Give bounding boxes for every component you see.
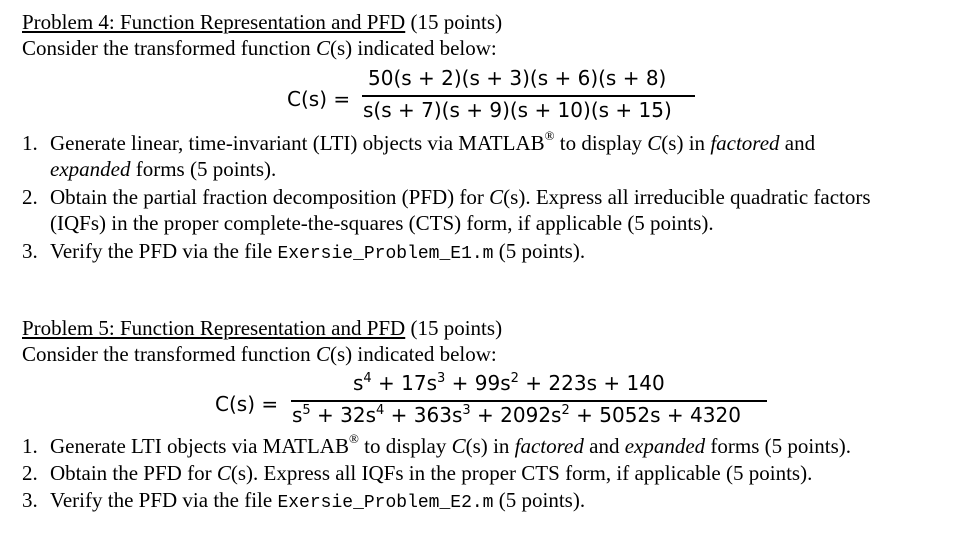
equation-lhs: C(s) = — [215, 392, 279, 416]
intro-text: Consider the transformed function — [22, 36, 316, 60]
intro-func-arg: (s) — [329, 36, 353, 60]
registered-mark: ® — [544, 128, 555, 143]
intro-text: indicated below: — [352, 36, 497, 60]
item-number: 1. — [22, 131, 38, 155]
item-text: Generate linear, time-invariant (LTI) objects via MATLAB® to display C(s) in factored and — [50, 128, 816, 155]
item-text: Obtain the partial fraction decomposition (PFD) for C(s). Express all irreducible quadratic factors — [50, 185, 871, 209]
file-name: Exersie_Problem_E2.m — [277, 493, 494, 513]
file-name: Exersie_Problem_E1.m — [277, 244, 494, 264]
item-text: Obtain the PFD for C(s). Express all IQFs in the proper CTS form, if applicable (5 points). — [50, 461, 813, 485]
matlab-label: MATLAB — [458, 131, 545, 155]
item-text: Verify the PFD via the file Exersie_Problem_E2.m (5 points). — [50, 488, 586, 513]
problem4-title: Problem 4: Function Representation and PFD — [22, 10, 406, 34]
registered-mark: ® — [348, 431, 359, 446]
equation-numerator: 50(s + 2)(s + 3)(s + 6)(s + 8) — [368, 66, 667, 90]
item-text: expanded forms (5 points). — [50, 157, 277, 181]
fraction-bar — [291, 400, 767, 402]
item-number: 2. — [22, 461, 38, 485]
intro-text: Consider the transformed function — [22, 342, 316, 366]
item-text: Generate LTI objects via MATLAB® to display C(s) in factored and expanded forms (5 points). — [50, 431, 851, 458]
item-number: 3. — [22, 488, 38, 512]
intro-func-name: C — [315, 36, 330, 60]
equation-numerator: $s^4 + 17s^3 + 99s^2 + 223s + 140$ — [353, 371, 665, 395]
item-text: Verify the PFD via the file Exersie_Problem_E1.m (5 points). — [50, 239, 586, 264]
problem4-points: (15 points) — [405, 10, 503, 34]
item-number: 3. — [22, 239, 38, 263]
item-number: 1. — [22, 434, 38, 458]
intro-func-arg: (s) — [329, 342, 353, 366]
problem5-points: (15 points) — [405, 316, 503, 340]
intro-text: indicated below: — [352, 342, 497, 366]
fraction-bar — [362, 95, 695, 97]
matlab-label: MATLAB — [262, 434, 349, 458]
item-number: 2. — [22, 185, 38, 209]
problem4-intro — [22, 36, 497, 60]
problem5-intro — [22, 342, 497, 366]
intro-func-name: C — [315, 342, 330, 366]
item-text: (IQFs) in the proper complete-the-squares (CTS) form, if applicable (5 points). — [50, 211, 714, 235]
problem4-heading — [22, 10, 502, 34]
equation-denominator: s(s + 7)(s + 9)(s + 10)(s + 15) — [363, 98, 672, 122]
equation-lhs: C(s) = — [287, 87, 351, 111]
equation-denominator: $s^5 + 32s^4 + 363s^3 + 2092s^2 + 5052s + 4320$ — [292, 403, 741, 427]
problem5-title: Problem 5: Function Representation and PFD — [22, 316, 406, 340]
problem5-heading — [22, 316, 502, 340]
